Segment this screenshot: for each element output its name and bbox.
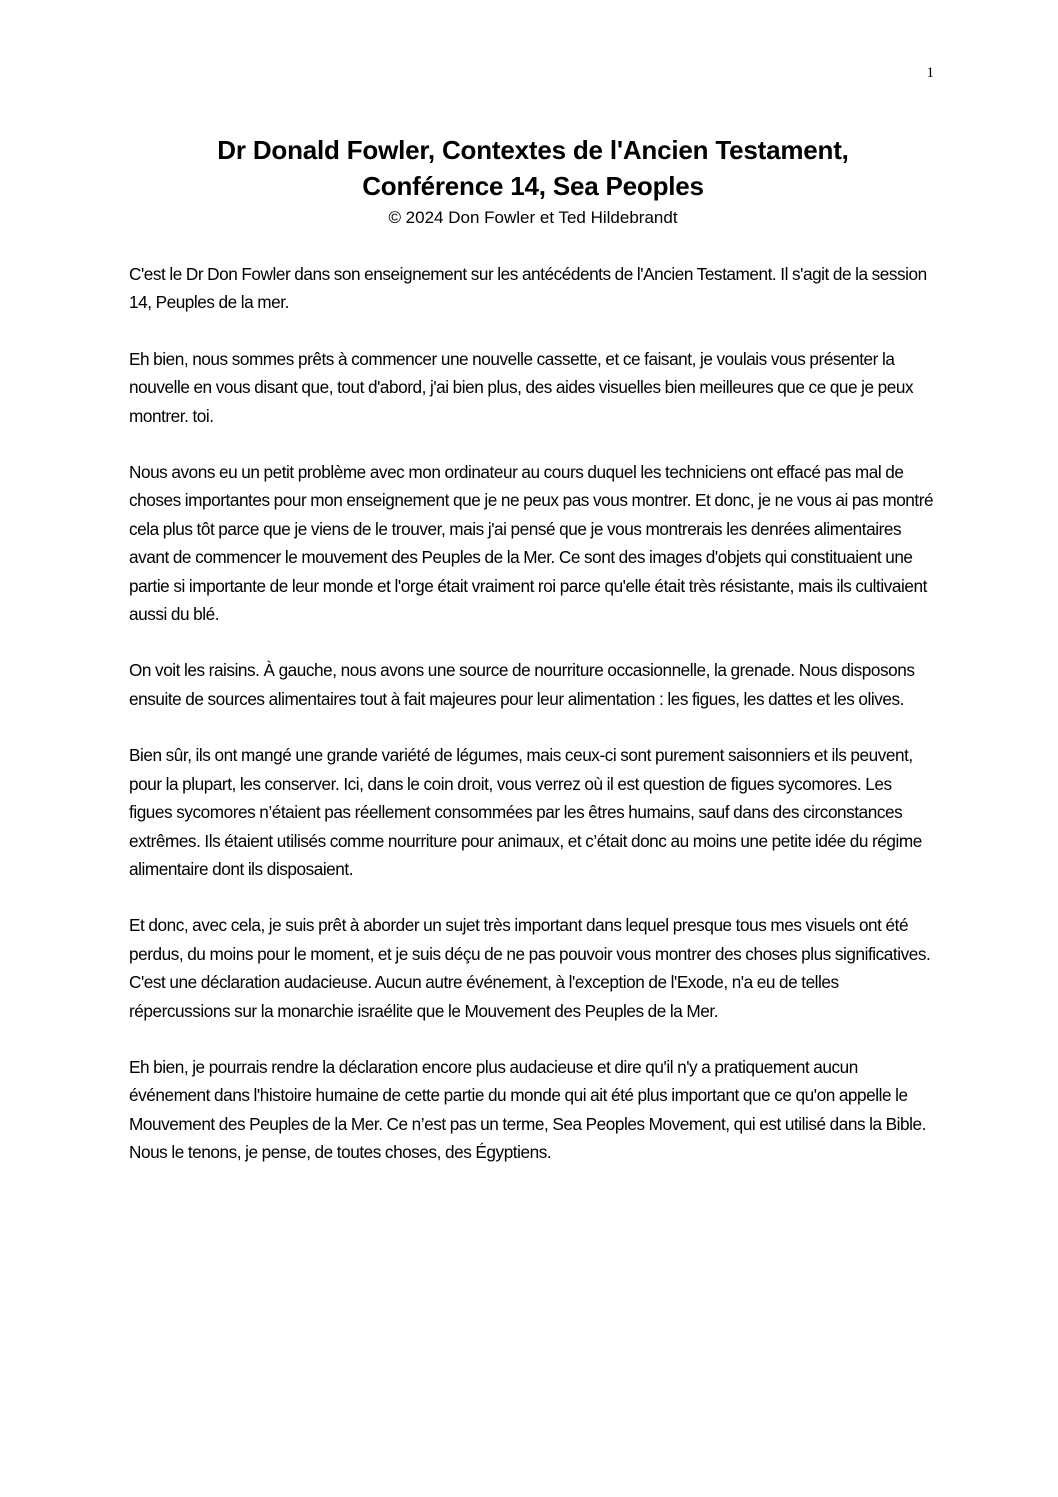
copyright-line: © 2024 Don Fowler et Ted Hildebrandt [388,208,678,227]
paragraph-5: Bien sûr, ils ont mangé une grande variété de légumes, mais ceux-ci sont purement saisonniers et ils peuvent, pour la plupart, les conserver. Ici, dans le coin droit, vous verrez où il est question de figues sycomores. Les figues sycomores n’étaient pas réellement consommées par les êtres humains, sauf dans des circonstances extrêmes. Ils étaient utilisés comme nourriture pour animaux, et c’était donc au moins une petite idée du régime alimentaire dont ils disposaient. [129,745,922,879]
paragraph-4: On voit les raisins. À gauche, nous avons une source de nourriture occasionnelle, la grenade. Nous disposons ensuite de sources alimentaires tout à fait majeures pour leur alimentation : les figues, les dattes et les olives. [129,660,915,709]
paragraph-2: Eh bien, nous sommes prêts à commencer une nouvelle cassette, et ce faisant, je voulais vous présenter la nouvelle en vous disant que, tout d'abord, j'ai bien plus, des aides visuelles bien meilleures que ce que je peux montrer. toi. [129,348,914,426]
paragraph-1: C'est le Dr Don Fowler dans son enseignement sur les antécédents de l'Ancien Testament. Il s'agit de la session 14, Peuples de la mer. [129,264,927,313]
page-number: 1 [926,65,934,81]
title-line-1: Dr Donald Fowler, Contextes de l'Ancien Testament, [217,135,849,165]
paragraph-3: Nous avons eu un petit problème avec mon ordinateur au cours duquel les techniciens ont effacé pas mal de choses importantes pour mon enseignement que je ne peux pas vous montrer. Et donc, je ne vous ai pas montré cela plus tôt parce que je viens de le trouver, mais j'ai pensé que je vous montrerais les denrées alimentaires avant de commencer le mouvement des Peuples de la Mer. Ce sont des images d'objets qui constituaient une partie si importante de leur monde et l'orge était vraiment roi parce qu'elle était très résistante, mais ils cultivaient aussi du blé. [129,462,934,625]
document-title [129,132,937,204]
document-content [129,132,937,1195]
paragraph-7: Eh bien, je pourrais rendre la déclaration encore plus audacieuse et dire qu'il n'y a pratiquement aucun événement dans l'histoire humaine de cette partie du monde qui ait été plus important que ce qu'on appelle le Mouvement des Peuples de la Mer. Ce n’est pas un terme, Sea Peoples Movement, qui est utilisé dans la Bible. Nous le tenons, je pense, de toutes choses, des Égyptiens. [129,1056,926,1163]
paragraph-6: Et donc, avec cela, je suis prêt à aborder un sujet très important dans lequel presque tous mes visuels ont été perdus, du moins pour le moment, et je suis déçu de ne pas pouvoir vous montrer des choses plus significatives. C'est une déclaration audacieuse. Aucun autre événement, à l'exception de l'Exode, n'a eu de telles répercussions sur la monarchie israélite que le Mouvement des Peuples de la Mer. [129,915,931,1021]
title-line-2: Conférence 14, Sea Peoples [362,171,704,201]
